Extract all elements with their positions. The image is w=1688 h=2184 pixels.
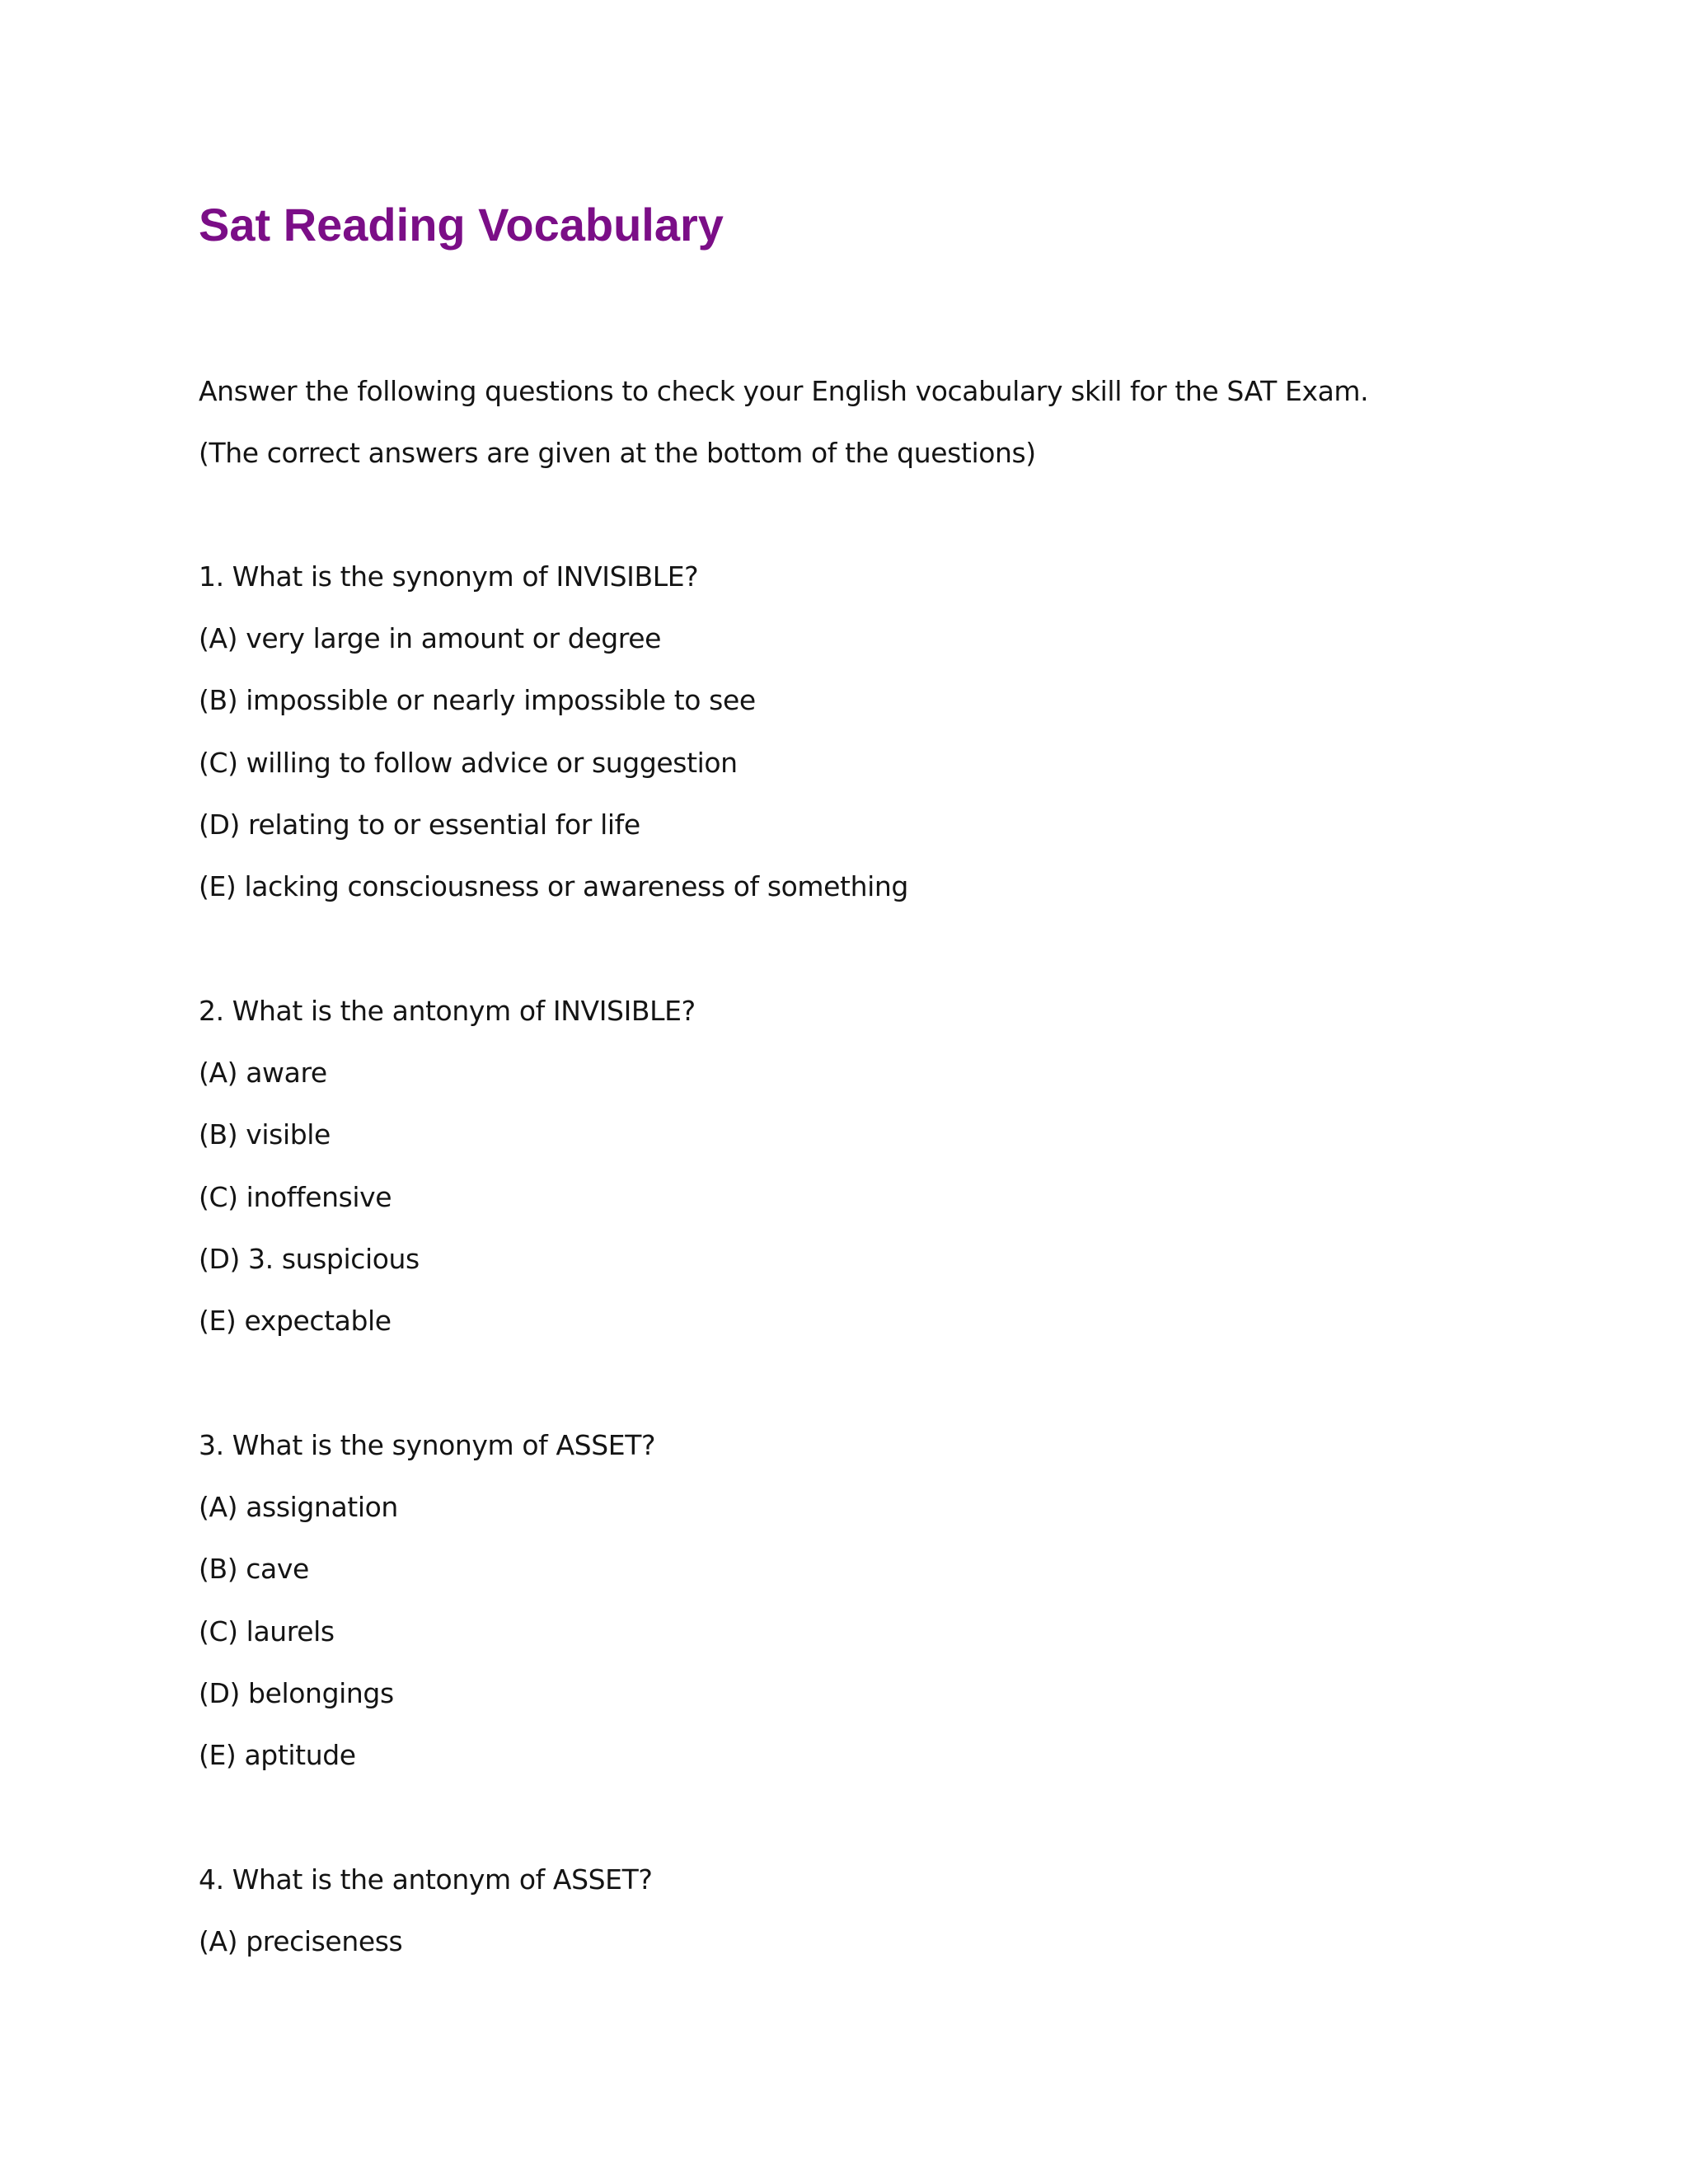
question-2-option-c: (C) inoffensive <box>199 1181 392 1213</box>
question-4-option-a: (A) preciseness <box>199 1925 403 1957</box>
intro-line: Answer the following questions to check your English vocabulary skill for the SAT Exam. <box>199 375 1369 407</box>
question-3-option-e: (E) aptitude <box>199 1739 356 1771</box>
question-3-option-b: (B) cave <box>199 1553 309 1585</box>
intro-note: (The correct answers are given at the bottom of the questions) <box>199 437 1036 469</box>
question-1-option-a: (A) very large in amount or degree <box>199 622 662 654</box>
question-1-option-d: (D) relating to or essential for life <box>199 808 640 841</box>
question-1-option-c: (C) willing to follow advice or suggestion <box>199 747 738 779</box>
question-1-text: 1. What is the synonym of INVISIBLE? <box>199 560 699 593</box>
question-4-text: 4. What is the antonym of ASSET? <box>199 1863 653 1896</box>
question-2-text: 2. What is the antonym of INVISIBLE? <box>199 995 696 1027</box>
question-2-option-e: (E) expectable <box>199 1305 392 1337</box>
question-2-option-b: (B) visible <box>199 1118 331 1151</box>
question-3-option-d: (D) belongings <box>199 1677 394 1709</box>
question-2-option-a: (A) aware <box>199 1057 327 1089</box>
question-3-option-a: (A) assignation <box>199 1491 398 1523</box>
question-1-option-b: (B) impossible or nearly impossible to see <box>199 684 756 716</box>
question-1-option-e: (E) lacking consciousness or awareness of something <box>199 870 908 902</box>
question-3-option-c: (C) laurels <box>199 1615 335 1647</box>
question-2-option-d: (D) 3. suspicious <box>199 1243 420 1275</box>
page-title: Sat Reading Vocabulary <box>199 199 724 251</box>
question-3-text: 3. What is the synonym of ASSET? <box>199 1429 656 1461</box>
